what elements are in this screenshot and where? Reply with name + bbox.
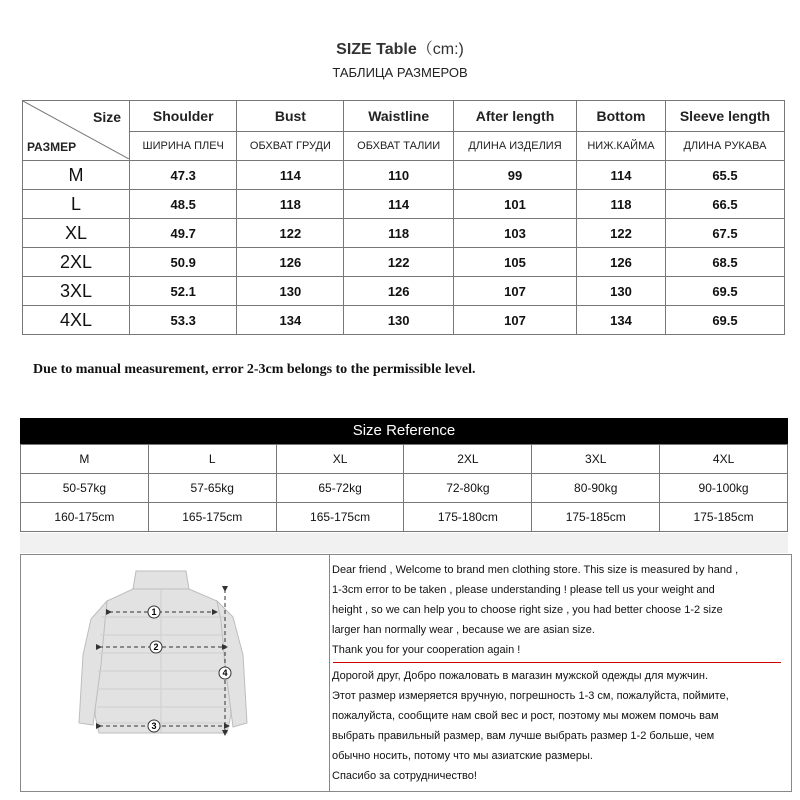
message-line-ru: Спасибо за сотрудничество!: [332, 770, 477, 782]
col-header: Bust: [237, 101, 344, 132]
ref-size-cell: 3XL: [532, 445, 660, 474]
ref-size-cell: 4XL: [660, 445, 788, 474]
value-cell: 126: [344, 277, 454, 306]
jacket-shape: [79, 571, 247, 733]
table-row: [23, 277, 785, 306]
table-row: [23, 219, 785, 248]
marker-3-label: 3: [151, 721, 157, 731]
message-line: larger han normally wear , because we are asian size.: [332, 624, 595, 636]
value-cell: 66.5: [665, 190, 784, 219]
value-cell: 47.3: [130, 161, 237, 190]
col-header-ru: ОБХВАТ ТАЛИИ: [344, 132, 454, 161]
ref-size-cell: L: [148, 445, 276, 474]
value-cell: 122: [577, 219, 666, 248]
corner-size-label: Size: [92, 109, 121, 125]
value-cell: 122: [237, 219, 344, 248]
table-row: [23, 161, 785, 190]
jacket-illustration: [21, 555, 329, 791]
value-cell: 68.5: [665, 248, 784, 277]
table-row: [21, 474, 788, 503]
size-cell: M: [23, 161, 130, 190]
table-row: [23, 306, 785, 335]
ref-height-cell: 165-175cm: [148, 503, 276, 532]
ref-weight-cell: 57-65kg: [148, 474, 276, 503]
message-line-ru: Дорогой друг, Добро пожаловать в магазин мужской одежды для мужчин.: [332, 670, 709, 682]
size-cell: 2XL: [23, 248, 130, 277]
value-cell: 107: [453, 306, 576, 335]
ref-size-cell: 2XL: [404, 445, 532, 474]
message-line-ru: выбрать правильный размер, вам лучше выбрать размер 1-2 больше, чем: [332, 730, 715, 742]
value-cell: 107: [453, 277, 576, 306]
value-cell: 134: [577, 306, 666, 335]
ref-size-cell: M: [21, 445, 149, 474]
page-subtitle: ТАБЛИЦА РАЗМЕРОВ: [332, 65, 468, 80]
value-cell: 114: [237, 161, 344, 190]
value-cell: 118: [237, 190, 344, 219]
value-cell: 126: [577, 248, 666, 277]
value-cell: 101: [453, 190, 576, 219]
spacer-band: [20, 533, 788, 553]
ref-weight-cell: 65-72kg: [276, 474, 404, 503]
value-cell: 69.5: [665, 306, 784, 335]
ref-weight-cell: 90-100kg: [660, 474, 788, 503]
ref-height-cell: 165-175cm: [276, 503, 404, 532]
jacket-diagram: [21, 555, 330, 791]
col-header-ru: ДЛИНА РУКАВА: [665, 132, 784, 161]
value-cell: 118: [577, 190, 666, 219]
value-cell: 130: [577, 277, 666, 306]
message-line: height , so we can help you to choose right size , you had better choose 1-2 size: [332, 604, 723, 616]
value-cell: 134: [237, 306, 344, 335]
size-cell: L: [23, 190, 130, 219]
marker-4-label: 4: [222, 668, 228, 678]
message-line: Thank you for your cooperation again !: [332, 644, 521, 656]
value-cell: 118: [344, 219, 454, 248]
value-cell: 110: [344, 161, 454, 190]
message-line-ru: обычно носить, потому что мы азиатские размеры.: [332, 750, 593, 762]
col-header-ru: НИЖ.КАЙМА: [577, 132, 666, 161]
measurement-note: Due to manual measurement, error 2-3cm belongs to the permissible level.: [33, 362, 476, 377]
ref-height-cell: 160-175cm: [21, 503, 149, 532]
value-cell: 49.7: [130, 219, 237, 248]
value-cell: 65.5: [665, 161, 784, 190]
size-reference-title: Size Reference: [20, 418, 788, 444]
corner-cell: [23, 101, 130, 161]
col-header: Sleeve length: [665, 101, 784, 132]
col-header: Bottom: [577, 101, 666, 132]
page-title: SIZE Table（cm:): [336, 41, 464, 58]
ref-size-cell: XL: [276, 445, 404, 474]
table-row: [23, 248, 785, 277]
customer-message: [332, 560, 782, 786]
ref-height-cell: 175-185cm: [660, 503, 788, 532]
size-cell: 3XL: [23, 277, 130, 306]
value-cell: 126: [237, 248, 344, 277]
value-cell: 50.9: [130, 248, 237, 277]
table-row: [23, 190, 785, 219]
value-cell: 114: [344, 190, 454, 219]
marker-2-label: 2: [153, 642, 159, 652]
col-header-ru: ДЛИНА ИЗДЕЛИЯ: [453, 132, 576, 161]
ref-weight-cell: 50-57kg: [21, 474, 149, 503]
marker-1-label: 1: [151, 607, 157, 617]
title-block: [0, 36, 800, 80]
size-cell: XL: [23, 219, 130, 248]
value-cell: 105: [453, 248, 576, 277]
value-cell: 130: [344, 306, 454, 335]
message-line-ru: пожалуйста, сообщите нам свой вес и рост, поэтому мы можем помочь вам: [332, 710, 719, 722]
value-cell: 67.5: [665, 219, 784, 248]
value-cell: 103: [453, 219, 576, 248]
ref-weight-cell: 72-80kg: [404, 474, 532, 503]
col-header-ru: ОБХВАТ ГРУДИ: [237, 132, 344, 161]
col-header: After length: [453, 101, 576, 132]
value-cell: 130: [237, 277, 344, 306]
value-cell: 114: [577, 161, 666, 190]
value-cell: 48.5: [130, 190, 237, 219]
message-line-ru: Этот размер измеряется вручную, погрешность 1-3 см, пожалуйста, поймите,: [332, 690, 729, 702]
value-cell: 122: [344, 248, 454, 277]
col-header: Shoulder: [130, 101, 237, 132]
size-table: [22, 100, 785, 335]
value-cell: 69.5: [665, 277, 784, 306]
table-row: [21, 503, 788, 532]
ref-height-cell: 175-185cm: [532, 503, 660, 532]
value-cell: 52.1: [130, 277, 237, 306]
col-header-ru: ШИРИНА ПЛЕЧ: [130, 132, 237, 161]
message-line: 1-3cm error to be taken , please understanding ! please tell us your weight and: [332, 584, 715, 596]
message-line: Dear friend , Welcome to brand men clothing store. This size is measured by hand ,: [332, 564, 739, 576]
size-reference-table: [20, 444, 788, 532]
value-cell: 99: [453, 161, 576, 190]
size-cell: 4XL: [23, 306, 130, 335]
col-header: Waistline: [344, 101, 454, 132]
corner-ru-label: РАЗМЕР: [27, 140, 77, 154]
ref-weight-cell: 80-90kg: [532, 474, 660, 503]
ref-height-cell: 175-180cm: [404, 503, 532, 532]
table-row: [21, 445, 788, 474]
value-cell: 53.3: [130, 306, 237, 335]
